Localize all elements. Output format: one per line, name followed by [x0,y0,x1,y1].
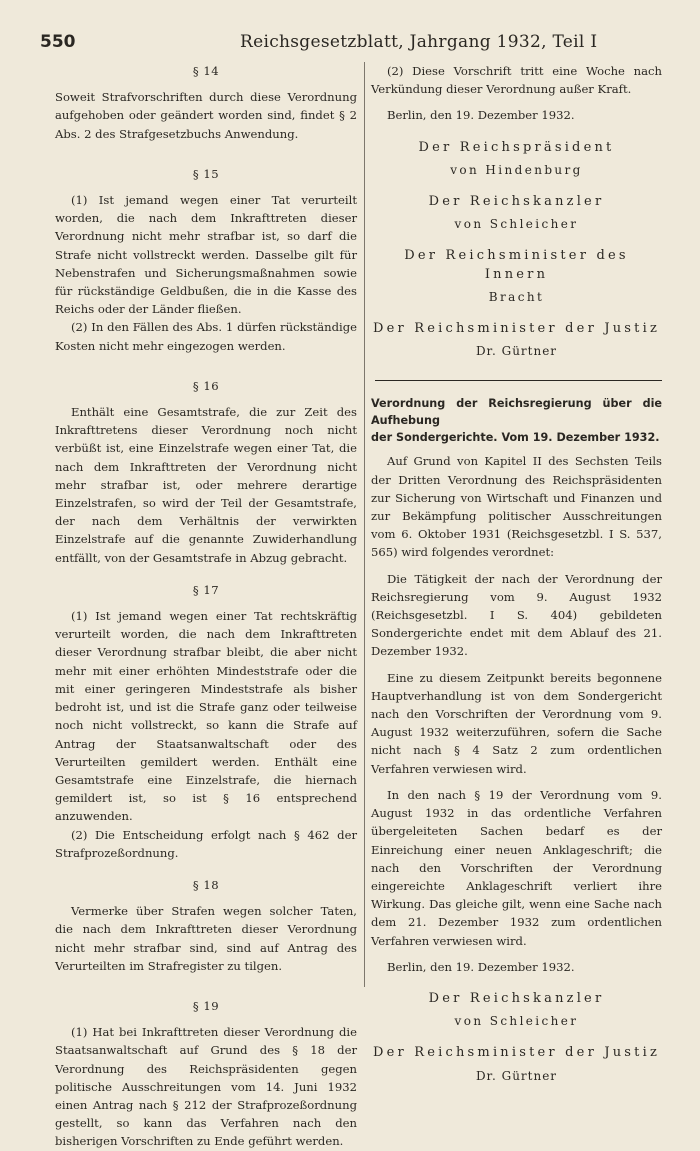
horizontal-rule [375,380,662,381]
ordinance-title-line: Verordnung der Reichsregierung über die Aufhebung [371,397,662,428]
section-heading: § 17 [192,582,220,597]
paragraph: (1) Ist jemand wegen einer Tat verurteilt worden, die nach dem Inkrafttreten dieser Verordnung nicht mehr strafbar ist, so darf die Strafe nicht vollstreckt werden. Dasselbe gilt für Nebenstrafen und Sicherungsmaßnahmen sowie für rückständige Geldbußen, die in die Kasse des Reichs oder der Länder fließen. [55,193,357,317]
dateline: Berlin, den 19. Dezember 1932. [387,108,575,123]
signatory-title: Der Reichskanzler [428,194,605,210]
section-heading: § 15 [192,166,220,181]
column-divider [364,62,365,987]
section-heading: § 16 [192,378,220,393]
signatory-title: Der Reichsminister der Justiz [372,1045,661,1061]
signatory-name: Dr. Gürtner [475,1068,558,1083]
paragraph: Die Tätigkeit der nach der Verordnung der Reichsregierung vom 9. August 1932 (Reichsgesetzbl. I S. 404) gebildeten Sondergerichte endet mit dem Ablauf des 21. Dezember 1932. [371,571,662,659]
signatory-name: von Hindenburg [450,162,583,177]
running-title: Reichsgesetzblatt, Jahrgang 1932, Teil I [240,32,598,52]
paragraph: (2) Die Entscheidung erfolgt nach § 462 der Strafprozeßordnung. [55,827,357,860]
paragraph: (1) Hat bei Inkrafttreten dieser Verordnung die Staatsanwaltschaft auf Grund des § 18 der Verordnung des Reichspräsidenten gegen politische Ausschreitungen vom 14. Juni 1932 einen Antrag nach § 212 der Strafprozeßordnung gestellt, so kann das Verfahren nach den bisherigen Vorschriften zu Ende geführt werden. [55,1025,357,1149]
ordinance-title-line: der Sondergerichte. Vom 19. Dezember 1932. [371,431,660,445]
paragraph: (1) Ist jemand wegen einer Tat rechtskräftig verurteilt worden, die nach dem Inkrafttreten dieser Verordnung strafbar bleibt, die aber nicht mehr mit einer erhöhten Mindeststrafe oder die mit einer geringeren Mindeststrafe als bisher bedroht ist, und ist die Strafe ganz oder teilweise noch nicht vollstreckt, so kann die Strafe auf Antrag der Staatsanwaltschaft oder des Verurteilten gemildert werden. Enthält eine Gesamtstrafe eine Einzelstrafe, die hiernach gemildert ist, so ist § 16 entsprechend anzuwenden. [55,609,357,824]
paragraph: Auf Grund von Kapitel II des Sechsten Teils der Dritten Verordnung des Reichspräsidenten zur Sicherung von Wirtschaft und Finanzen und zur Bekämpfung politischer Ausschreitungen vom 6. Oktober 1931 (Reichsgesetzbl. I S. 537, 565) wird folgendes verordnet: [371,454,662,560]
dateline: Berlin, den 19. Dezember 1932. [387,959,575,974]
spacer [371,778,662,786]
signatory-name: Dr. Gürtner [475,344,558,359]
spacer [55,975,357,983]
left-column [55,62,357,1151]
signatory-title: Der Reichskanzler [428,990,605,1006]
signatory-name: von Schleicher [454,1014,579,1029]
paragraph: Soweit Strafvorschriften durch diese Verordnung aufgehoben oder geändert worden sind, findet § 2 Abs. 2 des Strafgesetzbuchs Anwendung. [55,90,357,141]
spacer [55,143,357,151]
paragraph: (2) Diese Vorschrift tritt eine Woche nach Verkündung dieser Verordnung außer Kraft. [371,64,662,97]
signature-block [371,139,662,361]
section-heading: § 18 [192,877,220,892]
right-column [371,62,662,1085]
spacer [55,355,357,363]
ordinance-title [371,395,662,446]
paragraph: Eine zu diesem Zeitpunkt bereits begonnene Hauptverhandlung ist von dem Sondergericht nach den Vorschriften der Verordnung vom 9. August 1932 weiterzuführen, sofern die Sache nicht nach § 4 Satz 2 zum ordentlichen Verfahren verwiesen wird. [371,670,662,776]
spacer [371,562,662,570]
section-heading: § 14 [192,64,220,78]
signatory-title: Der Reichsminister des Innern [404,248,629,282]
page-header [40,30,660,60]
section-heading: § 19 [192,998,220,1013]
paragraph: Vermerke über Strafen wegen solcher Taten, die nach dem Inkrafttreten dieser Verordnung nicht mehr strafbar sind, sind auf Antrag des Verurteilten im Strafregister zu tilgen. [55,904,357,973]
paragraph: In den nach § 19 der Verordnung vom 9. August 1932 in das ordentliche Verfahren übergeleiteten Sachen bedarf es der Einreichung einer neuen Anklageschrift; die nach den Vorschriften der Verordnung eingereichte Anklageschrift verliert ihre Wirkung. Das gleiche gilt, wenn eine Sache nach dem 21. Dezember 1932 zum ordentlichen Verfahren verwiesen wird. [371,787,662,948]
paragraph: Enthält eine Gesamtstrafe, die zur Zeit des Inkrafttretens dieser Verordnung noch nicht verbüßt ist, eine Einzelstrafe wegen einer Tat, die nach dem Inkrafttreten der Verordnung nicht mehr strafbar ist, oder mehrere derartige Einzelstrafen, so wird der Teil der Gesamtstrafe, der nach dem Verhältnis der verwirkten Einzelstrafe auf die genannte Zuwiderhandlung entfällt, von der Gesamtstrafe in Abzug gebracht. [55,405,357,565]
signatory-title: Der Reichsminister der Justiz [372,321,661,337]
signature-block [371,990,662,1085]
signatory-name: Bracht [488,289,545,304]
paragraph: (2) In den Fällen des Abs. 1 dürfen rückständige Kosten nicht mehr eingezogen werden. [55,320,357,353]
page-number: 550 [40,32,76,52]
signatory-title: Der Reichspräsident [418,139,615,155]
spacer [371,661,662,669]
signatory-name: von Schleicher [454,217,579,232]
